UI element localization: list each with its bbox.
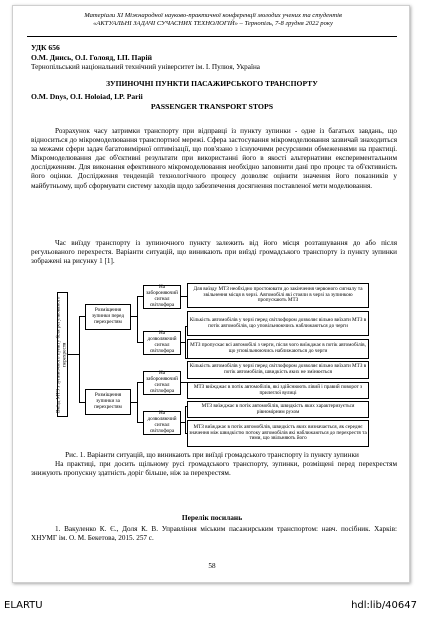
outcome-text: Для виїзду МТЗ необхідно простоювати до закінчення червоного сигналу та звільнення місця в черзі. Автомобілі які стояли в черзі за зупинкою пропускають МТЗ <box>193 285 363 304</box>
signal-allow-2 <box>143 411 181 435</box>
outcome-box <box>187 361 369 379</box>
signal-forbid-label: На забороняючий сигнал світлофора <box>146 370 178 394</box>
connector <box>185 406 186 433</box>
outcome-box <box>187 401 369 418</box>
connector <box>137 296 138 342</box>
paragraph-2: Час виїзду транспорту із зупиночного пункту залежить від його місця розташування до або після регульованого перехрестя. Варіанти ситуацій, що виникають при виїзді громадського транспорту із пункту зупинки зображені на рисунку 1 [1]. <box>31 239 397 266</box>
connector <box>68 354 79 355</box>
outcome-box <box>187 420 369 447</box>
paragraph-3: На практиці, при досить щільному русі громадського транспорту, зупинки, розміщені перед перехрестям знижують пропускну здатність доріг більше, ніж за перехрестям. <box>31 460 397 478</box>
signal-forbid-label: На забороняючий сигнал світлофора <box>146 284 178 308</box>
references-title: Перелік посилань <box>181 513 243 522</box>
signal-allow-label: На дозволяючий сигнал світлофора <box>147 330 177 354</box>
header-rule <box>27 36 397 37</box>
branch-after-intersection <box>85 389 131 415</box>
connector <box>79 316 80 402</box>
reference-item: 1. Вакуленко К. Є., Доля К. В. Управління міським пасажирським транспортом: навч. посібник. Харків: ХНУМГ ім. О. М. Бекетова, 2015. 257 с. <box>31 525 397 542</box>
paragraph-1: Розрахунок часу затримки транспорту при відправці із пункту зупинки - одне із багатьох завдань, що відноситься до мікромоделювання транспортної мережі. Сфера застосування мікромоделювання зазвичай знаходиться за межами сфери задач багатовимірної оптимізації, що пов'язано з існуючими ресурсними обмеженнями на практиці. Мікромоделювання дає об'єктивні результати при використанні його в якості альтернативи експериментальним дослідженням. Для виконання ефективного мікромоделювання необхідно заповнити дані про процес та об'єктивність його оцінки. Дослідження тенденцій технологічного процесу дозволяє оцінити значення його показників у майбутньому, щоб сформувати систему заходів щодо забезпечення досягнення поставленої мети моделювання. <box>31 127 397 190</box>
signal-forbid-1 <box>143 285 181 309</box>
header-line-1: Матеріали XI Міжнародної науково-практичної конференції молодих учених та студентів <box>84 12 342 19</box>
title-en: PASSENGER TRANSPORT STOPS <box>150 102 274 111</box>
header-line-2: «АКТУАЛЬНІ ЗАДАЧІ СУЧАСНИХ ТЕХНОЛОГІЙ» – Тернопіль, 7-8 грудня 2022 року <box>93 20 333 28</box>
figure-caption: Рис. 1. Варіанти ситуацій, що виникають при виїзді громадського транспорту із пункту зупинки <box>65 451 359 459</box>
title-ua: ЗУПИНОЧНІ ПУНКТИ ПАСАЖИРСЬКОГО ТРАНСПОРТУ <box>106 79 318 88</box>
connector <box>185 326 186 358</box>
repository-name: ELARTU <box>4 600 43 611</box>
branch-before-intersection <box>85 304 131 330</box>
branch-after-label: Розміщення зупинки за перехрестям <box>94 392 122 410</box>
connector <box>137 382 138 422</box>
conference-header <box>27 12 399 28</box>
outcome-text: МТЗ виїжджає в потік автомобілів, швидкість яких характеризується рівномірним рухом <box>201 402 355 415</box>
situations-diagram <box>57 282 369 447</box>
outcome-text: МТЗ пропускає всі автомобілі з черги, після чого виїжджає в потік автомобілів, що уповільнюючись наближаються до черги <box>190 342 366 354</box>
outcome-box <box>187 311 369 336</box>
signal-allow-1 <box>143 331 181 355</box>
diagram-root <box>57 292 68 417</box>
outcome-text: МТЗ виїжджає в потік автомобілів, які здійснюють лівий і правий поворот з прилеглої вулиці <box>193 383 363 396</box>
outcome-box <box>187 339 369 359</box>
affiliation: Тернопільський національний технічний університет ім. І. Пулюя, Україна <box>31 63 260 71</box>
outcome-text: МТЗ виїжджає в потік автомобілів, швидкість яких визначається, як середнє значення між швидкістю потоку автомобілів які наближаються до перехрестя та тими, що звільняють його <box>189 423 367 442</box>
branch-before-label: Розміщення зупинки перед перехрестям <box>91 307 124 325</box>
outcome-box <box>187 382 369 399</box>
handle-id: hdl:lib/40647 <box>351 600 417 611</box>
page-number: 58 <box>208 562 216 570</box>
signal-forbid-2 <box>143 371 181 395</box>
outcome-text: Кількість автомобілів у черзі перед світлофором дозволяє вільно виїхати МТЗ в потік автомобілів, швидкість яких не змінюється <box>189 363 367 375</box>
udk-code: УДК 656 <box>31 43 60 52</box>
outcome-text: Кількість автомобілів у черзі перед світлофором дозволяє вільно виїхати МТЗ в потік автомобілів, що уповільнюючись наближаються до черги <box>189 316 367 329</box>
authors-ua: О.М. Днись, О.І. Голояд, І.П. Парій <box>31 53 152 62</box>
diagram-root-label: Виїзд МТЗ з зупиночного пункту біля регульованого перехрестя <box>55 296 68 413</box>
document-page <box>12 5 410 583</box>
authors-en: O.M. Dnys, O.I. Holoiad, I.P. Parii <box>31 92 143 101</box>
signal-allow-label: На дозволяючий сигнал світлофора <box>147 410 177 434</box>
outcome-box <box>187 283 369 308</box>
page-content <box>13 6 411 584</box>
